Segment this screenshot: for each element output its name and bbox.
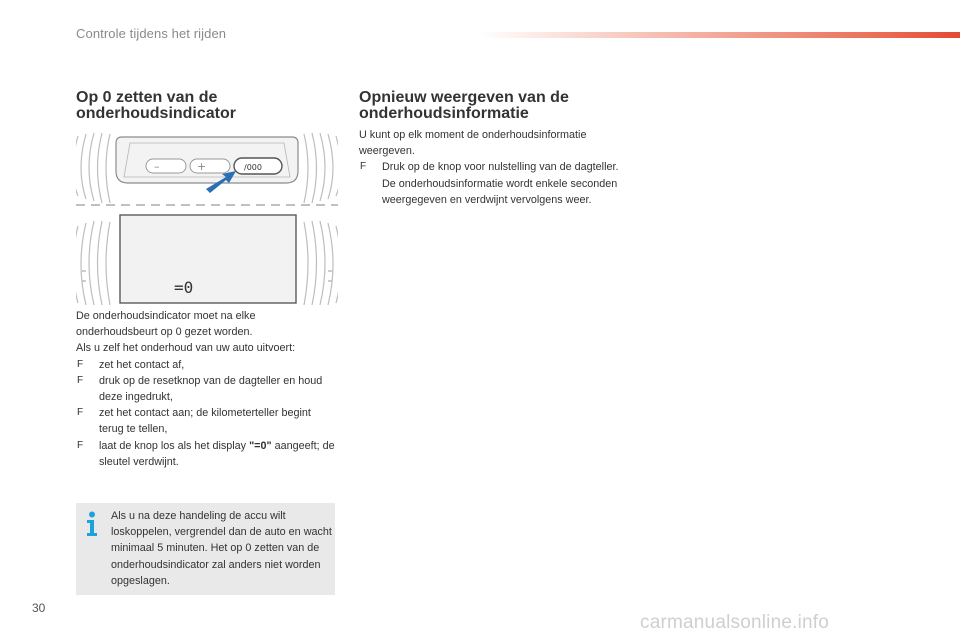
left-lead: Als u zelf het onderhoud van uw auto uitvoert:	[76, 342, 296, 355]
left-intro: De onderhoudsindicator moet na elke onderhoudsbeurt op 0 gezet worden.	[76, 310, 256, 339]
list-item	[359, 159, 629, 208]
plus-button-label: +	[197, 160, 207, 173]
bullet-icon: F	[77, 358, 84, 370]
left-heading: Op 0 zetten van de onderhoudsindicator	[76, 89, 236, 122]
dashboard-drawing	[76, 131, 338, 306]
bullet-text: druk op de resetknop van de dagteller en houd deze ingedrukt,	[99, 374, 323, 404]
right-heading: Opnieuw weergeven van de onderhoudsinformatie	[359, 89, 569, 122]
right-body	[359, 127, 629, 208]
bullet-continuation: De onderhoudsinformatie wordt enkele seconden weergegeven en verdwijnt vervolgens weer.	[382, 177, 618, 206]
reset-button-label: /000	[244, 163, 262, 172]
bullet-text: Druk op de knop voor nulstelling van de dagteller.	[382, 161, 619, 174]
right-bullet-list	[359, 159, 629, 208]
dashboard-illustration	[76, 131, 338, 306]
bullet-text: zet het contact af,	[99, 358, 185, 371]
display-value: =0	[174, 278, 194, 297]
header-title: Controle tijdens het rijden	[76, 26, 227, 41]
list-item	[76, 373, 338, 405]
left-body	[76, 308, 338, 470]
list-item	[76, 438, 338, 470]
bullet-icon: F	[360, 161, 367, 173]
page-number: 30	[32, 601, 46, 615]
bullet-text: zet het contact aan; de kilometerteller begint terug te tellen,	[99, 407, 311, 436]
right-intro: U kunt op elk moment de onderhoudsinformatie weergeven.	[359, 129, 587, 158]
display-value-strong: "=0"	[249, 439, 272, 452]
bullet-text-before: laat de knop los als het display	[99, 439, 250, 452]
watermark: carmanualsonline.info	[640, 612, 830, 633]
bullet-icon: F	[77, 439, 84, 451]
bullet-icon: F	[77, 374, 84, 386]
bullet-text-after: aangeeft; de sleutel verdwijnt.	[99, 439, 335, 468]
header-accent-bar	[480, 32, 960, 38]
info-icon	[86, 511, 98, 535]
list-item	[76, 357, 338, 373]
bullet-icon: F	[77, 407, 84, 419]
minus-button-label: –	[154, 160, 160, 173]
info-box	[76, 503, 335, 595]
left-bullet-list	[76, 357, 338, 470]
info-text: Als u na deze handeling de accu wilt loskoppelen, vergrendel dan de auto en wacht minimaal 5 minuten. Het op 0 zetten van de onderhoudsindicator zal anders niet worden opgeslagen.	[111, 510, 332, 587]
list-item	[76, 405, 338, 437]
